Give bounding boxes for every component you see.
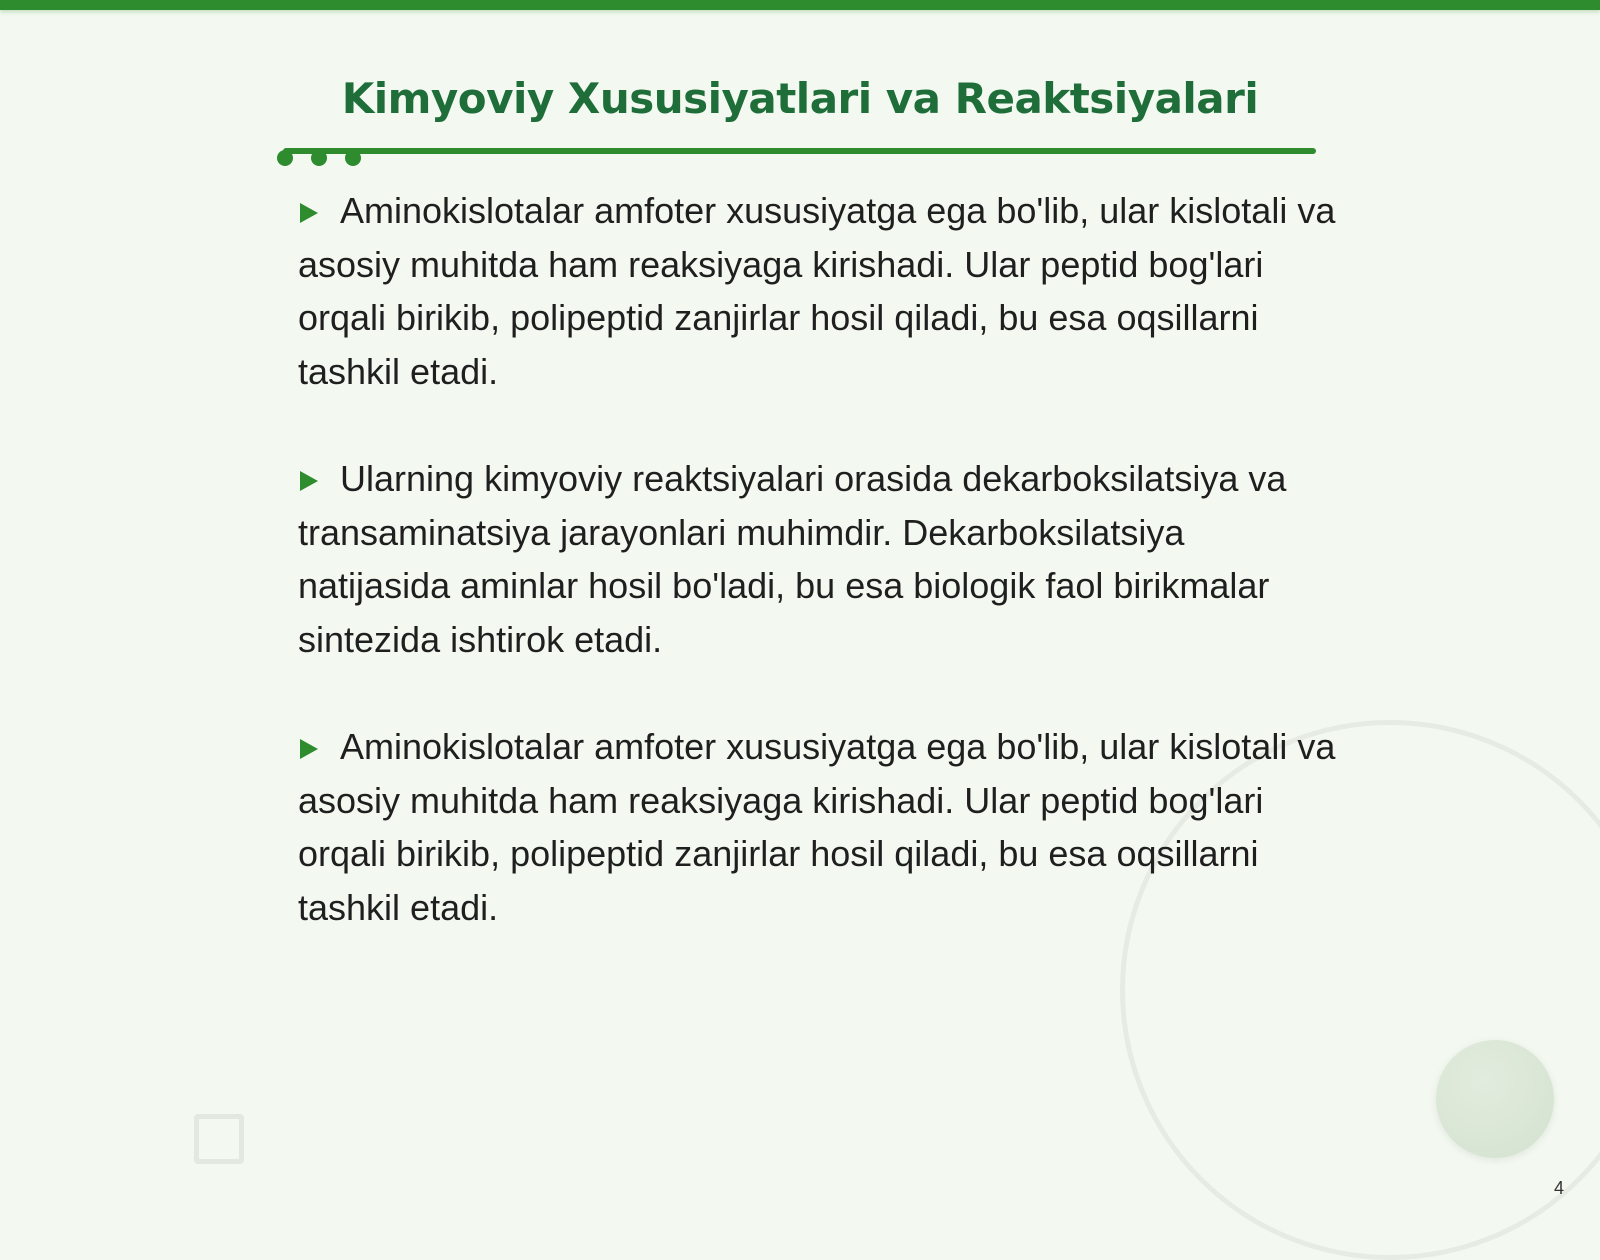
paragraph-text: Aminokislotalar amfoter xususiyatga ega bo'lib, ular kislotali va asosiy muhitda ham reaksiyaga kirishadi. Ular peptid bog'lari orqali birikib, polipeptid zanjirlar hosil qiladi, bu esa oqsillarni tashkil etadi. [298,726,1336,928]
paragraph-text: Ularning kimyoviy reaktsiyalari orasida dekarboksilatsiya va transaminatsiya jarayonlari muhimdir. Dekarboksilatsiya natijasida aminlar hosil bo'ladi, bu esa biologik faol birikmalar sintezida ishtirok etadi. [298,458,1287,660]
slide-body [298,184,1338,988]
page-number: 4 [1554,1178,1565,1198]
triangle-bullet-icon [300,471,318,491]
decorative-dot [345,150,361,166]
decorative-dot [277,150,293,166]
triangle-bullet-icon [300,739,318,759]
top-accent-bar [0,0,1600,10]
paragraph-text: Aminokislotalar amfoter xususiyatga ega bo'lib, ular kislotali va asosiy muhitda ham reaksiyaga kirishadi. Ular peptid bog'lari orqali birikib, polipeptid zanjirlar hosil qiladi, bu esa oqsillarni tashkil etadi. [298,190,1336,392]
decorative-square [194,1114,244,1164]
bullet-paragraph [298,720,1338,934]
slide-title: Kimyoviy Xususiyatlari va Reaktsiyalari [341,74,1259,123]
decorative-circle [1436,1040,1554,1158]
bullet-paragraph [298,452,1338,666]
bullet-paragraph [298,184,1338,398]
triangle-bullet-icon [300,203,318,223]
decorative-dot [311,150,327,166]
title-underline [283,148,1316,154]
